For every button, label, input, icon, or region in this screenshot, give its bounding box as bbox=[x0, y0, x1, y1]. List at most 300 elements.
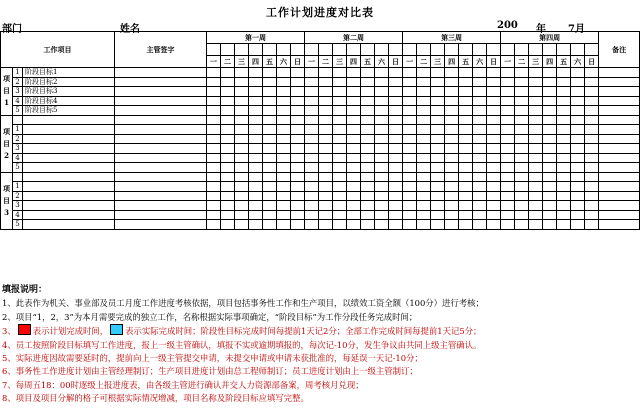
header-spacer-cell bbox=[389, 44, 403, 56]
stage-goal: 阶段目标4 bbox=[23, 96, 115, 106]
day-cell bbox=[319, 144, 333, 154]
day-cell bbox=[305, 144, 319, 154]
day-cell bbox=[571, 96, 585, 106]
day-cell bbox=[403, 68, 417, 78]
day-cell bbox=[207, 201, 221, 211]
day-cell bbox=[515, 210, 529, 220]
day-cell bbox=[543, 115, 557, 125]
day-cell bbox=[375, 163, 389, 173]
day-cell bbox=[235, 220, 249, 230]
day-cell bbox=[221, 172, 235, 182]
day-header: 一 bbox=[501, 56, 515, 68]
day-cell bbox=[305, 163, 319, 173]
day-cell bbox=[319, 163, 333, 173]
day-cell bbox=[543, 201, 557, 211]
day-cell bbox=[473, 134, 487, 144]
day-cell bbox=[333, 96, 347, 106]
day-cell bbox=[403, 96, 417, 106]
day-cell bbox=[389, 144, 403, 154]
day-cell bbox=[431, 182, 445, 192]
day-cell bbox=[277, 87, 291, 97]
instruction-line: 7、每周五18：00时逐级上报进度表，由各级主管进行确认并交人力资源部备案，周考核月兑现； bbox=[2, 379, 364, 390]
day-cell bbox=[347, 163, 361, 173]
day-cell bbox=[291, 191, 305, 201]
day-cell bbox=[557, 96, 571, 106]
notes-cell bbox=[599, 87, 640, 97]
day-cell bbox=[319, 220, 333, 230]
notes-cell bbox=[599, 144, 640, 154]
day-cell bbox=[291, 153, 305, 163]
day-cell bbox=[501, 144, 515, 154]
day-cell bbox=[403, 201, 417, 211]
day-cell bbox=[487, 144, 501, 154]
day-cell bbox=[417, 87, 431, 97]
table-row bbox=[1, 144, 640, 154]
day-cell bbox=[445, 172, 459, 182]
day-cell bbox=[263, 87, 277, 97]
day-cell bbox=[431, 153, 445, 163]
day-cell bbox=[389, 96, 403, 106]
day-cell bbox=[501, 153, 515, 163]
table-row bbox=[1, 96, 640, 106]
day-cell bbox=[487, 191, 501, 201]
dept-label: 部门 bbox=[2, 24, 22, 35]
day-cell bbox=[445, 144, 459, 154]
stage-goal bbox=[23, 115, 115, 125]
day-cell bbox=[347, 115, 361, 125]
day-cell bbox=[333, 191, 347, 201]
day-cell bbox=[403, 182, 417, 192]
day-cell bbox=[445, 106, 459, 116]
day-cell bbox=[431, 163, 445, 173]
header-spacer-cell bbox=[291, 44, 305, 56]
day-cell bbox=[529, 220, 543, 230]
day-cell bbox=[515, 144, 529, 154]
row-number: 3 bbox=[13, 144, 23, 154]
day-cell bbox=[319, 96, 333, 106]
day-cell bbox=[445, 134, 459, 144]
day-cell bbox=[501, 77, 515, 87]
day-cell bbox=[333, 220, 347, 230]
table-row bbox=[1, 87, 640, 97]
day-cell bbox=[543, 210, 557, 220]
table-row bbox=[1, 125, 640, 135]
day-cell bbox=[557, 77, 571, 87]
table-row bbox=[1, 182, 640, 192]
day-cell bbox=[543, 191, 557, 201]
table-row bbox=[1, 68, 640, 78]
day-cell bbox=[375, 201, 389, 211]
project-label: 项 目 2 bbox=[1, 115, 13, 172]
day-cell bbox=[375, 106, 389, 116]
day-cell bbox=[473, 153, 487, 163]
actual-color-swatch bbox=[110, 324, 123, 335]
instructions-heading: 填报说明： bbox=[2, 285, 48, 295]
day-cell bbox=[389, 106, 403, 116]
day-cell bbox=[543, 144, 557, 154]
day-cell bbox=[487, 77, 501, 87]
day-cell bbox=[277, 201, 291, 211]
day-cell bbox=[557, 144, 571, 154]
day-cell bbox=[557, 172, 571, 182]
day-cell bbox=[459, 210, 473, 220]
day-cell bbox=[235, 191, 249, 201]
day-cell bbox=[403, 153, 417, 163]
day-cell bbox=[417, 106, 431, 116]
day-cell bbox=[403, 144, 417, 154]
day-cell bbox=[277, 115, 291, 125]
day-cell bbox=[361, 182, 375, 192]
day-cell bbox=[459, 115, 473, 125]
day-cell bbox=[459, 163, 473, 173]
day-cell bbox=[515, 220, 529, 230]
day-cell bbox=[417, 77, 431, 87]
day-cell bbox=[529, 172, 543, 182]
day-cell bbox=[347, 182, 361, 192]
day-cell bbox=[473, 115, 487, 125]
day-cell bbox=[529, 191, 543, 201]
day-header: 五 bbox=[557, 56, 571, 68]
header-spacer-cell bbox=[417, 44, 431, 56]
row-number: 2 bbox=[13, 77, 23, 87]
day-cell bbox=[459, 153, 473, 163]
day-header: 二 bbox=[221, 56, 235, 68]
header-spacer-cell bbox=[473, 44, 487, 56]
day-cell bbox=[501, 125, 515, 135]
day-cell bbox=[445, 201, 459, 211]
day-cell bbox=[515, 153, 529, 163]
plan-legend-text: 表示计划完成时间， bbox=[32, 326, 109, 337]
day-cell bbox=[417, 172, 431, 182]
row-number: 4 bbox=[13, 96, 23, 106]
day-cell bbox=[235, 201, 249, 211]
day-cell bbox=[291, 96, 305, 106]
day-header: 三 bbox=[529, 56, 543, 68]
day-cell bbox=[305, 220, 319, 230]
day-cell bbox=[277, 220, 291, 230]
day-cell bbox=[403, 172, 417, 182]
table-row bbox=[1, 220, 640, 230]
day-cell bbox=[235, 153, 249, 163]
notes-cell bbox=[599, 115, 640, 125]
header-spacer-cell bbox=[585, 44, 599, 56]
day-cell bbox=[291, 220, 305, 230]
day-header: 日 bbox=[389, 56, 403, 68]
day-cell bbox=[305, 182, 319, 192]
header-spacer-cell bbox=[459, 44, 473, 56]
supervisor-sign-cell bbox=[115, 182, 207, 192]
day-cell bbox=[585, 220, 599, 230]
day-cell bbox=[277, 172, 291, 182]
day-cell bbox=[221, 106, 235, 116]
day-cell bbox=[403, 77, 417, 87]
day-cell bbox=[375, 77, 389, 87]
day-cell bbox=[487, 96, 501, 106]
page-title: 工作计划进度对比表 bbox=[266, 6, 374, 19]
day-cell bbox=[333, 87, 347, 97]
day-cell bbox=[543, 153, 557, 163]
supervisor-header: 主管签字 bbox=[115, 32, 207, 68]
header-spacer-cell bbox=[221, 44, 235, 56]
stage-goal bbox=[23, 182, 115, 192]
day-cell bbox=[459, 134, 473, 144]
day-cell bbox=[235, 182, 249, 192]
day-cell bbox=[361, 106, 375, 116]
day-cell bbox=[557, 182, 571, 192]
day-cell bbox=[361, 163, 375, 173]
stage-goal: 阶段目标2 bbox=[23, 77, 115, 87]
day-header: 五 bbox=[263, 56, 277, 68]
day-cell bbox=[361, 191, 375, 201]
day-cell bbox=[235, 77, 249, 87]
row-number: 4 bbox=[13, 210, 23, 220]
row-number: 1 bbox=[13, 125, 23, 135]
day-cell bbox=[319, 77, 333, 87]
day-cell bbox=[473, 201, 487, 211]
day-cell bbox=[389, 77, 403, 87]
day-cell bbox=[375, 182, 389, 192]
day-cell bbox=[375, 125, 389, 135]
day-cell bbox=[361, 77, 375, 87]
day-header: 四 bbox=[543, 56, 557, 68]
plan-color-swatch bbox=[18, 324, 31, 335]
day-cell bbox=[221, 134, 235, 144]
instruction-line: 2、项目“1，2，3”为本月需要完成的独立工作，名称根据实际事项确定，“阶段目标”为工作分段任务完成时间； bbox=[2, 311, 418, 322]
day-cell bbox=[487, 134, 501, 144]
day-cell bbox=[557, 201, 571, 211]
day-cell bbox=[445, 191, 459, 201]
day-cell bbox=[585, 201, 599, 211]
stage-goal bbox=[23, 153, 115, 163]
day-header: 六 bbox=[375, 56, 389, 68]
header-spacer-cell bbox=[571, 44, 585, 56]
day-cell bbox=[487, 210, 501, 220]
day-header: 一 bbox=[207, 56, 221, 68]
day-cell bbox=[333, 210, 347, 220]
day-cell bbox=[319, 125, 333, 135]
day-cell bbox=[529, 87, 543, 97]
row-number: 1 bbox=[13, 68, 23, 78]
day-cell bbox=[235, 144, 249, 154]
day-cell bbox=[515, 172, 529, 182]
day-cell bbox=[319, 191, 333, 201]
day-cell bbox=[557, 153, 571, 163]
day-cell bbox=[333, 163, 347, 173]
day-cell bbox=[305, 106, 319, 116]
day-cell bbox=[529, 68, 543, 78]
day-cell bbox=[319, 182, 333, 192]
week-header: 第二周 bbox=[305, 32, 403, 44]
day-cell bbox=[277, 153, 291, 163]
day-header: 一 bbox=[403, 56, 417, 68]
day-cell bbox=[389, 220, 403, 230]
day-header: 一 bbox=[305, 56, 319, 68]
header-spacer-cell bbox=[529, 44, 543, 56]
day-cell bbox=[291, 68, 305, 78]
day-cell bbox=[445, 68, 459, 78]
day-cell bbox=[263, 172, 277, 182]
day-cell bbox=[459, 182, 473, 192]
day-cell bbox=[221, 210, 235, 220]
notes-cell bbox=[599, 68, 640, 78]
notes-cell bbox=[599, 220, 640, 230]
day-cell bbox=[305, 191, 319, 201]
day-cell bbox=[375, 144, 389, 154]
table-row bbox=[1, 172, 640, 182]
day-cell bbox=[235, 96, 249, 106]
day-cell bbox=[263, 153, 277, 163]
day-cell bbox=[291, 134, 305, 144]
day-cell bbox=[291, 201, 305, 211]
instruction-number: 3、 bbox=[2, 326, 16, 337]
day-cell bbox=[585, 96, 599, 106]
supervisor-sign-cell bbox=[115, 163, 207, 173]
supervisor-sign-cell bbox=[115, 87, 207, 97]
header-spacer-cell bbox=[543, 44, 557, 56]
stage-goal bbox=[23, 134, 115, 144]
day-cell bbox=[403, 163, 417, 173]
table-row bbox=[1, 163, 640, 173]
day-cell bbox=[515, 182, 529, 192]
day-cell bbox=[431, 96, 445, 106]
day-cell bbox=[585, 144, 599, 154]
table-row bbox=[1, 115, 640, 125]
day-cell bbox=[333, 134, 347, 144]
day-cell bbox=[333, 144, 347, 154]
supervisor-sign-cell bbox=[115, 201, 207, 211]
day-cell bbox=[571, 191, 585, 201]
day-cell bbox=[529, 77, 543, 87]
day-cell bbox=[431, 125, 445, 135]
day-cell bbox=[445, 153, 459, 163]
day-cell bbox=[515, 163, 529, 173]
day-cell bbox=[431, 201, 445, 211]
day-cell bbox=[277, 77, 291, 87]
header-spacer-cell bbox=[557, 44, 571, 56]
day-cell bbox=[389, 210, 403, 220]
day-cell bbox=[543, 182, 557, 192]
day-cell bbox=[305, 115, 319, 125]
day-cell bbox=[403, 125, 417, 135]
week-header: 第一周 bbox=[207, 32, 305, 44]
supervisor-sign-cell bbox=[115, 134, 207, 144]
stage-goal: 阶段目标3 bbox=[23, 87, 115, 97]
day-cell bbox=[417, 220, 431, 230]
day-cell bbox=[291, 106, 305, 116]
day-cell bbox=[389, 163, 403, 173]
day-cell bbox=[375, 134, 389, 144]
day-cell bbox=[445, 182, 459, 192]
notes-cell bbox=[599, 125, 640, 135]
day-cell bbox=[235, 125, 249, 135]
day-cell bbox=[445, 87, 459, 97]
day-cell bbox=[375, 68, 389, 78]
day-cell bbox=[361, 210, 375, 220]
day-cell bbox=[207, 153, 221, 163]
header-spacer-cell bbox=[207, 44, 221, 56]
day-cell bbox=[501, 220, 515, 230]
day-cell bbox=[235, 134, 249, 144]
day-header: 六 bbox=[571, 56, 585, 68]
day-cell bbox=[235, 163, 249, 173]
supervisor-sign-cell bbox=[115, 68, 207, 78]
day-cell bbox=[459, 201, 473, 211]
day-cell bbox=[361, 96, 375, 106]
stage-goal bbox=[23, 210, 115, 220]
notes-cell bbox=[599, 153, 640, 163]
day-cell bbox=[221, 153, 235, 163]
year-unit: 年 bbox=[536, 24, 546, 35]
day-cell bbox=[221, 182, 235, 192]
day-cell bbox=[361, 172, 375, 182]
day-cell bbox=[571, 210, 585, 220]
row-number: 3 bbox=[13, 87, 23, 97]
day-cell bbox=[249, 201, 263, 211]
day-cell bbox=[417, 134, 431, 144]
supervisor-sign-cell bbox=[115, 125, 207, 135]
day-cell bbox=[235, 172, 249, 182]
day-cell bbox=[431, 172, 445, 182]
day-cell bbox=[277, 106, 291, 116]
row-number: 1 bbox=[13, 182, 23, 192]
day-cell bbox=[249, 68, 263, 78]
day-cell bbox=[501, 134, 515, 144]
day-cell bbox=[543, 96, 557, 106]
day-cell bbox=[501, 96, 515, 106]
day-cell bbox=[291, 77, 305, 87]
stage-goal bbox=[23, 201, 115, 211]
day-cell bbox=[361, 68, 375, 78]
day-cell bbox=[207, 134, 221, 144]
row-number bbox=[13, 115, 23, 125]
day-cell bbox=[529, 201, 543, 211]
day-cell bbox=[221, 96, 235, 106]
day-cell bbox=[291, 115, 305, 125]
day-cell bbox=[473, 106, 487, 116]
day-cell bbox=[389, 201, 403, 211]
day-header: 四 bbox=[347, 56, 361, 68]
day-cell bbox=[305, 172, 319, 182]
row-number: 3 bbox=[13, 201, 23, 211]
day-cell bbox=[431, 68, 445, 78]
day-cell bbox=[375, 115, 389, 125]
day-cell bbox=[221, 191, 235, 201]
day-cell bbox=[501, 163, 515, 173]
day-cell bbox=[221, 220, 235, 230]
day-cell bbox=[557, 115, 571, 125]
day-cell bbox=[529, 134, 543, 144]
header-spacer-cell bbox=[333, 44, 347, 56]
day-cell bbox=[403, 87, 417, 97]
day-cell bbox=[333, 115, 347, 125]
day-cell bbox=[263, 115, 277, 125]
day-cell bbox=[333, 201, 347, 211]
stage-goal bbox=[23, 163, 115, 173]
table-row bbox=[1, 210, 640, 220]
day-cell bbox=[487, 87, 501, 97]
notes-cell bbox=[599, 201, 640, 211]
day-cell bbox=[319, 210, 333, 220]
day-cell bbox=[501, 172, 515, 182]
day-cell bbox=[501, 191, 515, 201]
day-cell bbox=[487, 220, 501, 230]
day-cell bbox=[529, 182, 543, 192]
day-cell bbox=[375, 191, 389, 201]
day-cell bbox=[263, 106, 277, 116]
day-header: 日 bbox=[291, 56, 305, 68]
day-cell bbox=[557, 220, 571, 230]
notes-header: 备注 bbox=[599, 32, 640, 68]
